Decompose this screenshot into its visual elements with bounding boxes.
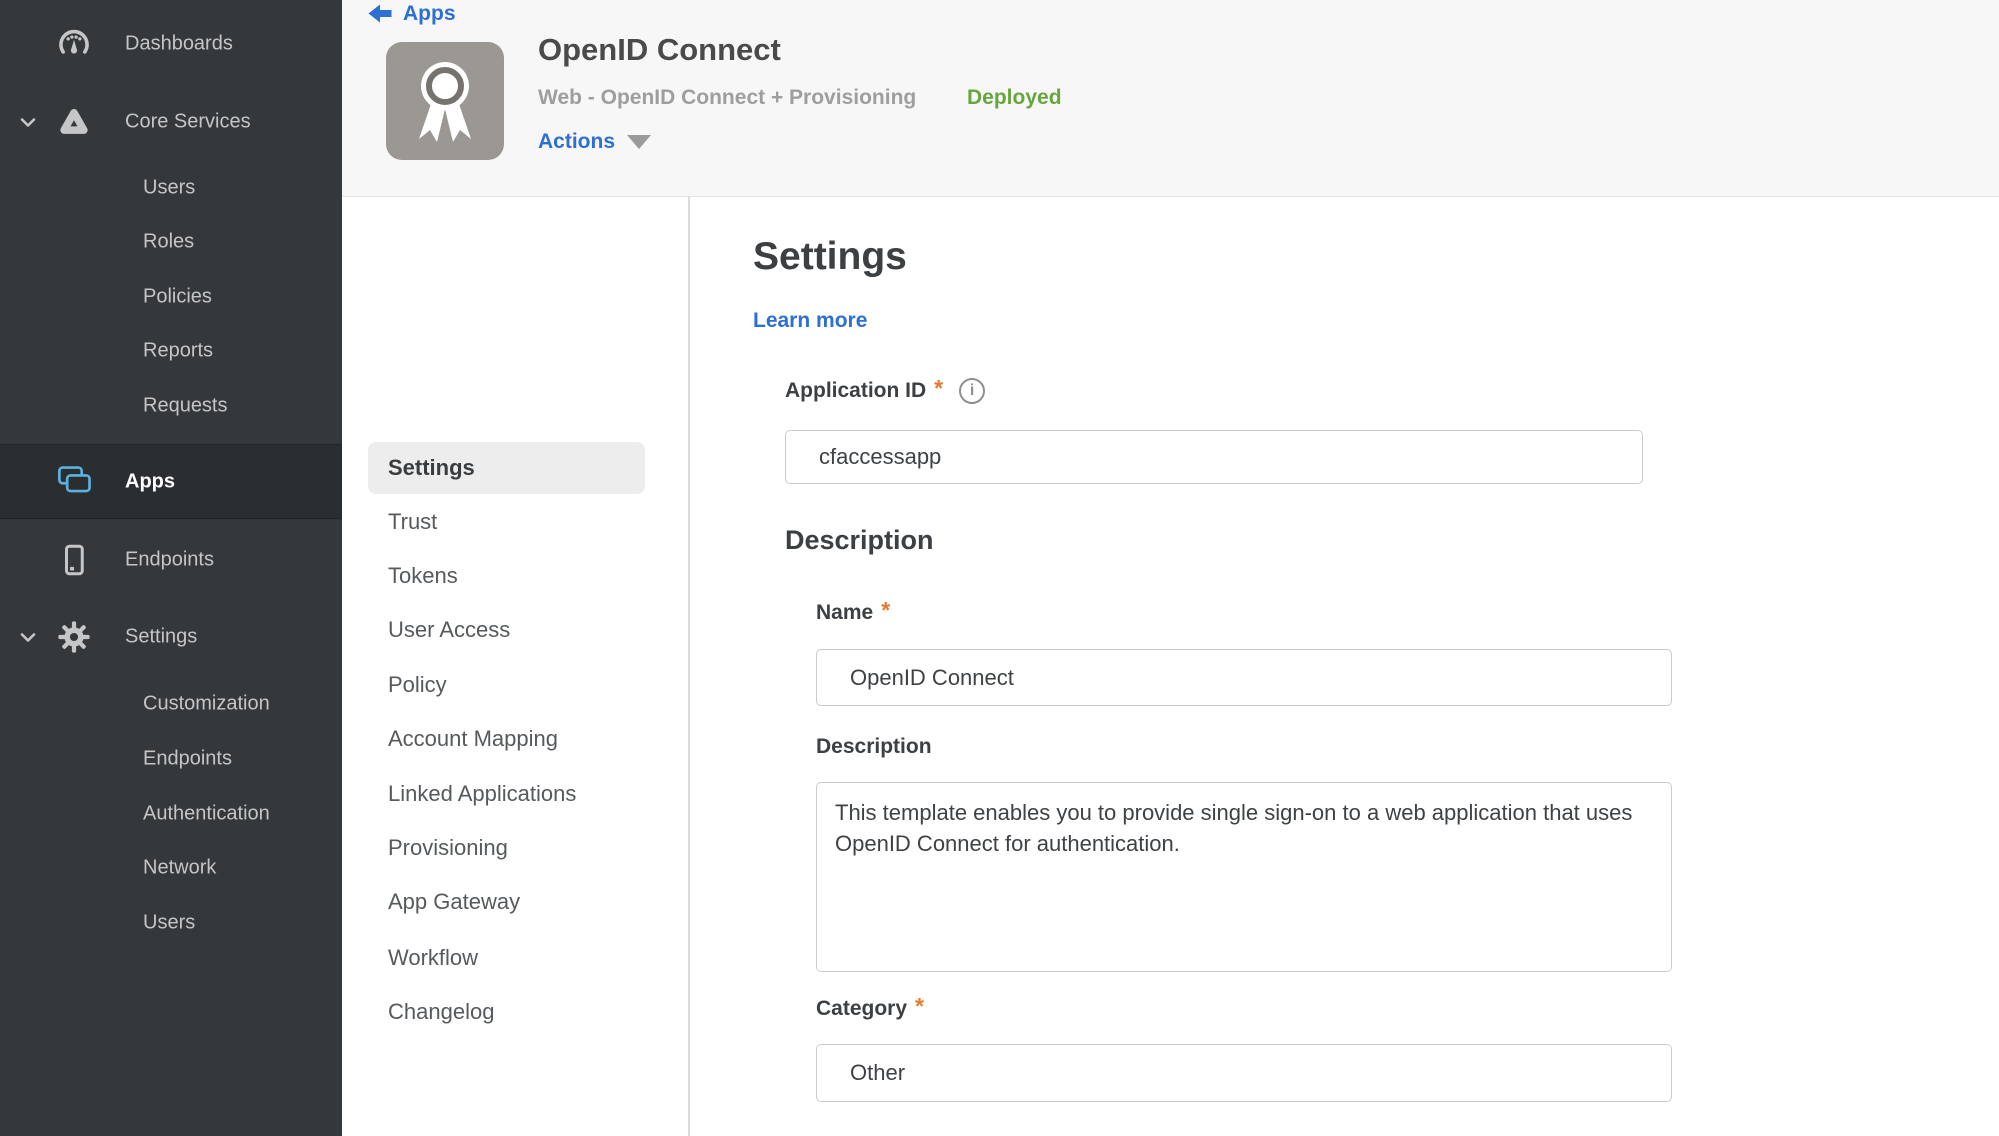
sidebar-item-label: Network bbox=[143, 856, 217, 879]
status-badge: Deployed bbox=[967, 86, 1062, 109]
sidebar-item-label: Users bbox=[143, 176, 196, 199]
dashboard-gauge-icon bbox=[56, 26, 92, 62]
required-asterisk: * bbox=[934, 375, 944, 401]
tab-account-mapping[interactable]: Account Mapping bbox=[388, 726, 558, 751]
description-label-row bbox=[816, 735, 932, 759]
category-input[interactable] bbox=[816, 1044, 1672, 1102]
tab-app-gateway[interactable]: App Gateway bbox=[388, 889, 521, 914]
caret-down-icon bbox=[627, 135, 651, 149]
required-asterisk: * bbox=[881, 597, 891, 623]
page-title: Settings bbox=[753, 235, 907, 278]
tab-settings[interactable]: Settings bbox=[368, 442, 645, 494]
sidebar bbox=[0, 0, 342, 1136]
description-label: Description bbox=[816, 735, 932, 758]
sidebar-item-dashboards[interactable] bbox=[0, 22, 342, 66]
tab-linked-applications[interactable]: Linked Applications bbox=[388, 781, 577, 806]
settings-form bbox=[690, 197, 1999, 1136]
name-label-row bbox=[816, 599, 890, 626]
actions-dropdown-button[interactable] bbox=[538, 130, 651, 154]
apps-icon bbox=[56, 464, 92, 500]
sidebar-item-users[interactable] bbox=[0, 166, 342, 210]
tab-user-access[interactable]: User Access bbox=[388, 617, 511, 642]
info-icon[interactable]: i bbox=[959, 378, 985, 404]
sidebar-item-network[interactable] bbox=[0, 846, 342, 890]
sidebar-item-customization[interactable] bbox=[0, 682, 342, 726]
sidebar-item-core-services[interactable] bbox=[0, 100, 342, 144]
sidebar-item-label: Apps bbox=[125, 470, 175, 492]
sidebar-item-reports[interactable] bbox=[0, 329, 342, 373]
sidebar-item-label: Settings bbox=[125, 625, 198, 648]
back-link-label: Apps bbox=[403, 2, 456, 25]
app-subnav bbox=[342, 197, 688, 1136]
tab-provisioning[interactable]: Provisioning bbox=[388, 835, 508, 860]
application-id-label-row bbox=[785, 377, 985, 404]
description-section-title: Description bbox=[785, 525, 934, 555]
app-subtitle: Web - OpenID Connect + Provisioning bbox=[538, 86, 917, 109]
tab-tokens[interactable]: Tokens bbox=[388, 563, 458, 588]
application-id-label: Application ID bbox=[785, 378, 927, 402]
sidebar-item-label: Core Services bbox=[125, 110, 251, 133]
chevron-down-icon[interactable] bbox=[16, 110, 40, 134]
sidebar-item-roles[interactable] bbox=[0, 220, 342, 264]
sidebar-item-label: Endpoints bbox=[125, 548, 214, 571]
sidebar-item-authentication[interactable] bbox=[0, 792, 342, 836]
app-title: OpenID Connect bbox=[538, 32, 781, 67]
sidebar-item-requests[interactable] bbox=[0, 384, 342, 428]
sidebar-item-settings-endpoints[interactable] bbox=[0, 737, 342, 781]
sidebar-item-label: Reports bbox=[143, 339, 214, 362]
tab-changelog[interactable]: Changelog bbox=[388, 999, 495, 1024]
sidebar-item-label: Users bbox=[143, 911, 196, 934]
tab-workflow[interactable]: Workflow bbox=[388, 945, 479, 970]
back-to-apps-link[interactable] bbox=[368, 2, 456, 26]
category-label: Category bbox=[816, 996, 908, 1020]
app-header bbox=[342, 0, 1999, 197]
tab-policy[interactable]: Policy bbox=[388, 672, 447, 697]
sidebar-item-label: Roles bbox=[143, 230, 195, 253]
app-logo-ribbon-icon bbox=[386, 42, 504, 160]
sidebar-item-label: Dashboards bbox=[125, 32, 233, 55]
application-id-input[interactable] bbox=[785, 430, 1643, 484]
category-label-row bbox=[816, 995, 924, 1022]
chevron-down-icon[interactable] bbox=[16, 625, 40, 649]
name-input[interactable] bbox=[816, 649, 1672, 706]
sidebar-item-label: Requests bbox=[143, 394, 228, 417]
sidebar-item-apps-active[interactable] bbox=[0, 444, 342, 519]
gear-icon bbox=[56, 619, 92, 655]
required-asterisk: * bbox=[915, 993, 924, 1019]
sidebar-item-label: Authentication bbox=[143, 802, 270, 825]
actions-label: Actions bbox=[538, 130, 616, 153]
sidebar-item-endpoints[interactable] bbox=[0, 538, 342, 582]
sidebar-item-label: Policies bbox=[143, 285, 212, 308]
sidebar-item-label: Customization bbox=[143, 692, 270, 715]
sidebar-item-label: Endpoints bbox=[143, 747, 232, 770]
learn-more-link[interactable]: Learn more bbox=[753, 309, 868, 332]
back-arrow-icon bbox=[368, 4, 394, 25]
mobile-device-icon bbox=[56, 542, 92, 578]
sidebar-item-policies[interactable] bbox=[0, 275, 342, 319]
sidebar-item-settings[interactable] bbox=[0, 615, 342, 659]
core-services-icon bbox=[56, 104, 92, 140]
name-label: Name bbox=[816, 600, 874, 624]
tab-trust[interactable]: Trust bbox=[388, 509, 438, 534]
description-textarea[interactable] bbox=[816, 782, 1672, 972]
sidebar-item-settings-users[interactable] bbox=[0, 901, 342, 945]
